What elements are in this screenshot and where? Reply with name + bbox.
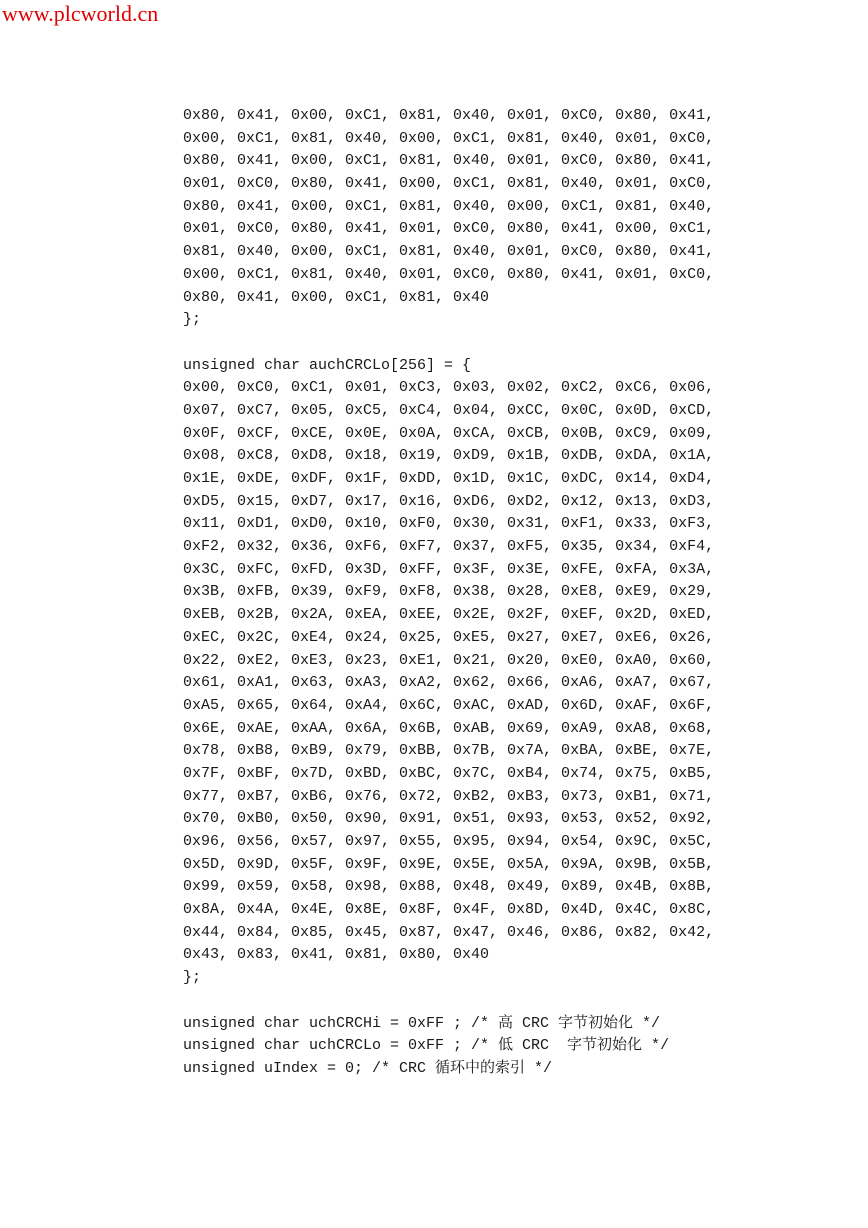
code-line: 0x99, 0x59, 0x58, 0x98, 0x88, 0x48, 0x49, 0x89, 0x4B, 0x8B, — [183, 878, 715, 896]
code-line: 0x8A, 0x4A, 0x4E, 0x8E, 0x8F, 0x4F, 0x8D, 0x4D, 0x4C, 0x8C, — [183, 901, 715, 919]
code-line: 0x6E, 0xAE, 0xAA, 0x6A, 0x6B, 0xAB, 0x69, 0xA9, 0xA8, 0x68, — [183, 719, 715, 737]
crc-lo-init-line: unsigned char uchCRCLo = 0xFF ; /* 低 CRC 字节初始化 */ — [183, 1037, 670, 1055]
blank-line — [183, 990, 783, 1013]
code-line: 0x7F, 0xBF, 0x7D, 0xBD, 0xBC, 0x7C, 0xB4, 0x74, 0x75, 0xB5, — [183, 764, 715, 782]
code-line: 0x22, 0xE2, 0xE3, 0x23, 0xE1, 0x21, 0x20, 0xE0, 0xA0, 0x60, — [183, 651, 715, 669]
variable-declarations — [183, 1013, 783, 1081]
blank-line — [183, 332, 783, 355]
code-line: 0xEC, 0x2C, 0xE4, 0x24, 0x25, 0xE5, 0x27, 0xE7, 0xE6, 0x26, — [183, 628, 715, 646]
code-line: 0x00, 0xC0, 0xC1, 0x01, 0xC3, 0x03, 0x02, 0xC2, 0xC6, 0x06, — [183, 379, 715, 397]
code-line: 0xF2, 0x32, 0x36, 0xF6, 0xF7, 0x37, 0xF5, 0x35, 0x34, 0xF4, — [183, 538, 715, 556]
code-line: 0xEB, 0x2B, 0x2A, 0xEA, 0xEE, 0x2E, 0x2F, 0xEF, 0x2D, 0xED, — [183, 606, 715, 624]
crc-hi-init-line: unsigned char uchCRCHi = 0xFF ; /* 高 CRC 字节初始化 */ — [183, 1014, 661, 1032]
code-line: 0x80, 0x41, 0x00, 0xC1, 0x81, 0x40, 0x01, 0xC0, 0x80, 0x41, — [183, 107, 715, 124]
code-listing — [183, 105, 783, 1081]
code-line: 0x00, 0xC1, 0x81, 0x40, 0x00, 0xC1, 0x81, 0x40, 0x01, 0xC0, — [183, 129, 715, 147]
code-line: 0xD5, 0x15, 0xD7, 0x17, 0x16, 0xD6, 0xD2, 0x12, 0x13, 0xD3, — [183, 492, 715, 510]
code-line: 0x00, 0xC1, 0x81, 0x40, 0x01, 0xC0, 0x80, 0x41, 0x01, 0xC0, — [183, 265, 715, 283]
code-line: 0x01, 0xC0, 0x80, 0x41, 0x01, 0xC0, 0x80, 0x41, 0x00, 0xC1, — [183, 220, 715, 238]
code-line: 0x81, 0x40, 0x00, 0xC1, 0x81, 0x40, 0x01, 0xC0, 0x80, 0x41, — [183, 243, 715, 261]
index-init-line: unsigned uIndex = 0; /* CRC 循环中的索引 */ — [183, 1059, 553, 1077]
hi-table-close: }; — [183, 311, 202, 329]
site-watermark: www.plcworld.cn — [2, 1, 159, 26]
code-line: 0x3B, 0xFB, 0x39, 0xF9, 0xF8, 0x38, 0x28, 0xE8, 0xE9, 0x29, — [183, 583, 715, 601]
code-line: 0x11, 0xD1, 0xD0, 0x10, 0xF0, 0x30, 0x31, 0xF1, 0x33, 0xF3, — [183, 515, 715, 533]
code-line: 0x3C, 0xFC, 0xFD, 0x3D, 0xFF, 0x3F, 0x3E, 0xFE, 0xFA, 0x3A, — [183, 560, 715, 578]
crc-hi-table-tail — [183, 105, 783, 309]
code-line: 0x1E, 0xDE, 0xDF, 0x1F, 0xDD, 0x1D, 0x1C, 0xDC, 0x14, 0xD4, — [183, 470, 715, 487]
crc-lo-table — [183, 377, 783, 967]
code-line: 0x80, 0x41, 0x00, 0xC1, 0x81, 0x40, 0x00, 0xC1, 0x81, 0x40, — [183, 197, 715, 215]
code-line: 0x43, 0x83, 0x41, 0x81, 0x80, 0x40 — [183, 946, 490, 964]
code-line: 0xA5, 0x65, 0x64, 0xA4, 0x6C, 0xAC, 0xAD, 0x6D, 0xAF, 0x6F, — [183, 696, 715, 714]
code-line: 0x08, 0xC8, 0xD8, 0x18, 0x19, 0xD9, 0x1B, 0xDB, 0xDA, 0x1A, — [183, 447, 715, 465]
code-line: 0x70, 0xB0, 0x50, 0x90, 0x91, 0x51, 0x93, 0x53, 0x52, 0x92, — [183, 810, 715, 828]
code-line: 0x44, 0x84, 0x85, 0x45, 0x87, 0x47, 0x46, 0x86, 0x82, 0x42, — [183, 923, 715, 941]
lo-table-declaration: unsigned char auchCRCLo[256] = { — [183, 356, 472, 374]
code-line: 0x07, 0xC7, 0x05, 0xC5, 0xC4, 0x04, 0xCC, 0x0C, 0x0D, 0xCD, — [183, 401, 715, 419]
code-line: 0x80, 0x41, 0x00, 0xC1, 0x81, 0x40, 0x01, 0xC0, 0x80, 0x41, — [183, 152, 715, 170]
code-line: 0x01, 0xC0, 0x80, 0x41, 0x00, 0xC1, 0x81, 0x40, 0x01, 0xC0, — [183, 175, 715, 193]
code-line: 0x78, 0xB8, 0xB9, 0x79, 0xBB, 0x7B, 0x7A, 0xBA, 0xBE, 0x7E, — [183, 742, 715, 760]
code-line: 0x0F, 0xCF, 0xCE, 0x0E, 0x0A, 0xCA, 0xCB, 0x0B, 0xC9, 0x09, — [183, 424, 715, 442]
code-line: 0x96, 0x56, 0x57, 0x97, 0x55, 0x95, 0x94, 0x54, 0x9C, 0x5C, — [183, 833, 715, 850]
code-line: 0x61, 0xA1, 0x63, 0xA3, 0xA2, 0x62, 0x66, 0xA6, 0xA7, 0x67, — [183, 674, 715, 692]
code-line: 0x77, 0xB7, 0xB6, 0x76, 0x72, 0xB2, 0xB3, 0x73, 0xB1, 0x71, — [183, 787, 715, 805]
code-line: 0x80, 0x41, 0x00, 0xC1, 0x81, 0x40 — [183, 288, 490, 306]
lo-table-close: }; — [183, 969, 202, 987]
code-line: 0x5D, 0x9D, 0x5F, 0x9F, 0x9E, 0x5E, 0x5A, 0x9A, 0x9B, 0x5B, — [183, 855, 715, 873]
